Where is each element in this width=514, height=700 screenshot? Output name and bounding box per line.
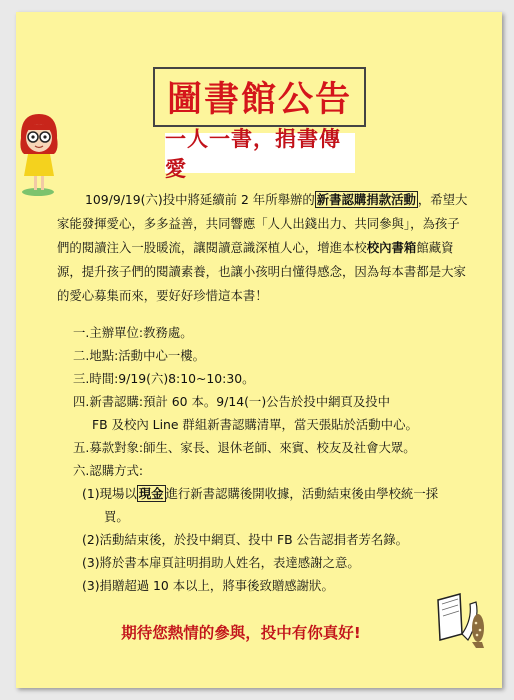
- method-4: (3)捐贈超過 10 本以上，將事後致贈感謝狀。: [82, 578, 334, 593]
- girl-clipart-icon: [14, 110, 64, 196]
- intro-text-1: 109/9/19(六)投中將延續前 2 年所舉辦的: [85, 192, 315, 207]
- highlight-activity: 新書認購捐款活動: [316, 192, 416, 207]
- method-3: (3)將於書本扉頁註明捐助人姓名，表達感謝之意。: [82, 555, 360, 570]
- item-location: 二.地點:活動中心一樓。: [73, 348, 206, 363]
- intro-paragraph: [57, 188, 471, 308]
- book-clipart-icon: [432, 590, 492, 650]
- page-title: 圖書館公告: [153, 67, 366, 127]
- method-1-text-b: 進行新書認購後開收據，活動結束後由學校統一採: [165, 486, 439, 501]
- item-purchase-cont: FB 及校內 Line 群組新書認購清單，當天張貼於活動中心。: [92, 417, 418, 432]
- method-1-text-a: (1)現場以: [82, 486, 137, 501]
- method-1: [82, 484, 438, 502]
- highlight-cash: 現金: [138, 486, 164, 501]
- item-target: 五.募款對象:師生、家長、退休老師、來賓、校友及社會大眾。: [73, 440, 416, 455]
- intro-text-2: ，希望大家能發揮愛心，多多益善，共同響應「人人出錢出力、共同參與」，為孩子們的閱讀注入一股暖流，讓閱讀意識深植人心，增進本校: [57, 192, 468, 255]
- method-1-cont: 買。: [104, 509, 129, 524]
- method-2: (2)活動結束後，於投中網頁、投中 FB 公告認捐者芳名錄。: [82, 532, 409, 547]
- item-time: 三.時間:9/19(六)8:10~10:30。: [73, 371, 255, 386]
- item-method-heading: 六.認購方式:: [73, 463, 144, 478]
- highlight-bookbox: 校內書箱: [366, 240, 417, 255]
- intro-text-3: 館藏資源，提升孩子們的閱讀素養，也讓小孩明白懂得感念，因為每本書都是大家的愛心募集而來，要好好珍惜這本書！: [57, 240, 466, 303]
- item-purchase: 四.新書認購:預計 60 本。9/14(一)公告於投中網頁及投中: [73, 394, 391, 409]
- subtitle-banner: 一人一書，捐書傳愛: [165, 133, 355, 173]
- footer-slogan: 期待您熱情的參與，投中有你真好!: [121, 624, 361, 642]
- item-organizer: 一.主辦單位:教務處。: [73, 325, 193, 340]
